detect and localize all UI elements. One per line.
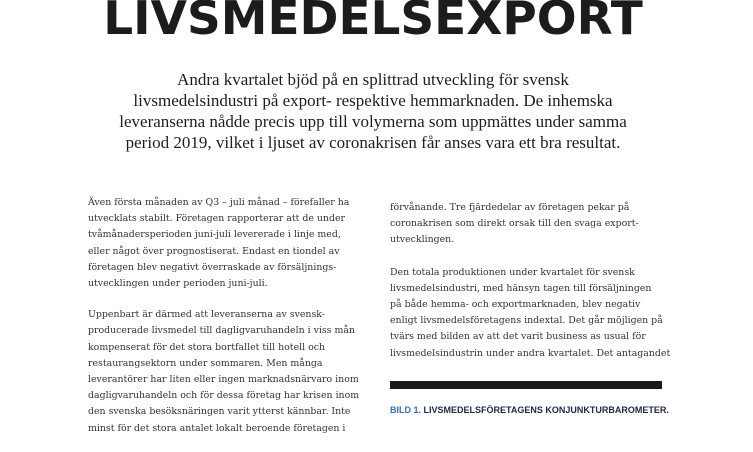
body-paragraph bbox=[88, 195, 372, 292]
lead-line: Andra kvartalet bjöd på en splittrad utveckling för svensk bbox=[177, 70, 569, 89]
body-line: på både hemma- och exportmarknaden, blev negativ bbox=[390, 299, 641, 311]
body-line: enligt livsmedelsföretagens indextal. Det går möjligen på bbox=[390, 315, 663, 327]
article-lead bbox=[60, 69, 686, 153]
body-line: företagen blev negativt överraskade av försäljnings- bbox=[88, 261, 337, 273]
body-line: minst för det stora antalet lokalt beroende företagen i bbox=[88, 422, 346, 434]
body-line: Uppenbart är därmed att leveranserna av svensk- bbox=[88, 309, 325, 321]
body-paragraph bbox=[390, 200, 674, 249]
lead-line: livsmedelsindustri på export- respektive hemmarknaden. De inhemska bbox=[133, 91, 613, 110]
body-line: leverantörer har liten eller ingen marknadsnärvaro inom bbox=[88, 374, 359, 386]
body-line: utvecklingen under perioden juni-juli. bbox=[88, 278, 268, 290]
figure-caption bbox=[390, 404, 669, 416]
body-line: dagligvaruhandeln och för dessa företag har krisen inom bbox=[88, 390, 360, 402]
lead-line: period 2019, vilket i ljuset av coronakrisen får anses vara ett bra resultat. bbox=[125, 133, 621, 152]
body-line: Den totala produktionen under kvartalet för svensk bbox=[390, 266, 635, 278]
body-line: tvärs med bilden av att det varit business as usual för bbox=[390, 331, 646, 343]
body-paragraph bbox=[390, 265, 674, 362]
body-line: livsmedelsindustrin under andra kvartalet. Det antagandet bbox=[390, 347, 671, 359]
lead-line: leveranserna nådde precis upp till volymerna som uppmättes under samma bbox=[119, 112, 627, 131]
body-line: producerade livsmedel till dagligvaruhandeln i viss mån bbox=[88, 325, 355, 337]
figure-number: BILD 1. bbox=[390, 405, 422, 415]
body-line: utvecklats stabilt. Företagen rapporterar att de under bbox=[88, 213, 345, 225]
body-line: kompenserat för det stora bortfallet till hotell och bbox=[88, 341, 326, 353]
body-column-left bbox=[88, 195, 372, 452]
body-line: utvecklingen. bbox=[390, 234, 455, 246]
figure-divider-bar bbox=[390, 381, 662, 389]
figure-title: LIVSMEDELSFÖRETAGENS KONJUNKTURBAROMETER. bbox=[423, 405, 669, 415]
body-line: Även första månaden av Q3 – juli månad – förefaller ha bbox=[88, 197, 350, 208]
body-line: coronakrisen som direkt orsak till den svaga export- bbox=[390, 218, 639, 230]
body-line: den svenska besöksnäringen varit ytterst kännbar. Inte bbox=[88, 406, 351, 418]
body-line: livsmedelsindustri, med hänsyn tagen till försäljningen bbox=[390, 282, 652, 294]
body-line: tvåmånadersperioden juni-juli levererade i linje med, bbox=[88, 229, 341, 241]
body-line: eller något över prognostiserat. Endast en tiondel av bbox=[88, 245, 340, 257]
body-paragraph bbox=[88, 307, 372, 437]
body-column-right bbox=[390, 200, 674, 378]
body-line: restaurangsektorn under sommaren. Men många bbox=[88, 357, 323, 369]
body-line: förvånande. Tre fjärdedelar av företagen pekar på bbox=[390, 202, 630, 213]
article-headline: LIVSMEDELSEXPORT bbox=[103, 0, 643, 45]
